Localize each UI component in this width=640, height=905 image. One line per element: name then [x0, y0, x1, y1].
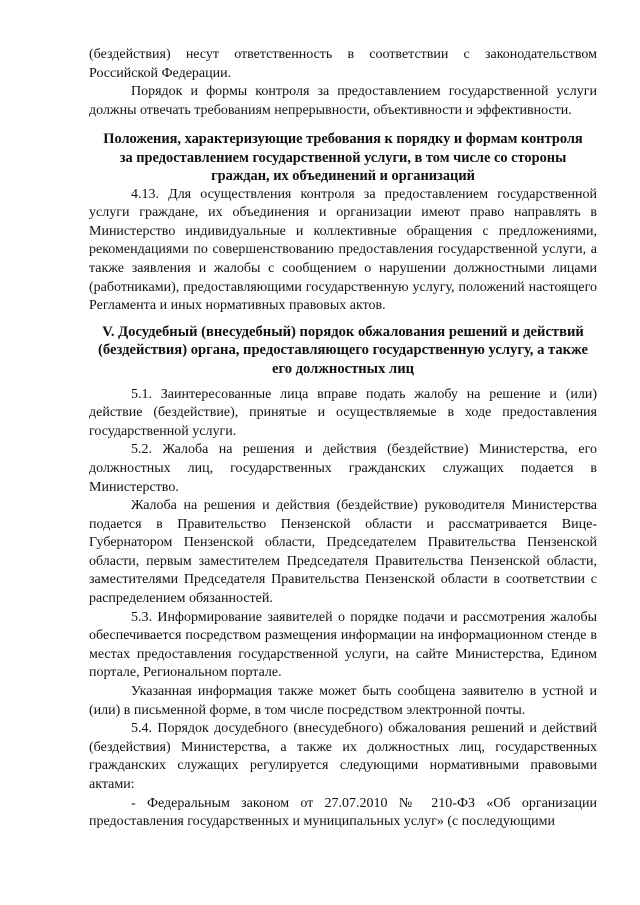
paragraph-4-13: 4.13. Для осуществления контроля за предоставлением государственной услуги граждане, их объединения и организации имеют право направлять в Министерство индивидуальные и коллективные обращения с предложениями, рекомендациями по совершенствованию предоставления государственной услуги, а также заявления и жалобы с сообщением о нарушении должностными лицами (работниками), предоставляющими государственную услугу, положений настоящего Регламента и иных нормативных правовых актов. [89, 186, 597, 314]
document-page [89, 46, 597, 832]
paragraph-continuation: (бездействия) несут ответственность в соответствии с законодательством Российской Федерации. [89, 47, 597, 81]
paragraph-5-4: 5.4. Порядок досудебного (внесудебного) обжалования решений и действий (бездействия) Министерства, а также их должностных лиц, государственных гражданских служащих регулируется следующими нормативными правовыми актами: [89, 721, 597, 792]
paragraph-complaint-head: Жалоба на решения и действия (бездействие) руководителя Министерства подается в Правительство Пензенской области и рассматривается Вице-Губернатором Пензенской области, Председателем Правительства Пензенской области, первым заместителем Председателя Правительства Пензенской области, заместителями Председателя Правительства Пензенской области в соответствии с распределением обязанностей. [89, 498, 597, 607]
paragraph-control-forms: Порядок и формы контроля за предоставлением государственной услуги должны отвечать требованиям непрерывности, объективности и эффективности. [89, 84, 597, 118]
paragraph-info-oral: Указанная информация также может быть сообщена заявителю в устной и (или) в письменной форме, в том числе посредством электронной почты. [89, 684, 597, 718]
paragraph-5-2: 5.2. Жалоба на решения и действия (бездействие) Министерства, его должностных лиц, государственных гражданских служащих подается в Министерство. [89, 442, 597, 495]
paragraph-5-3: 5.3. Информирование заявителей о порядке подачи и рассмотрения жалобы обеспечивается посредством размещения информации на информационном стенде в местах предоставления государственной услуги, на сайте Министерства, Едином портале, Региональном портале. [89, 609, 597, 681]
paragraph-federal-law: - Федеральным законом от 27.07.2010 № 210-ФЗ «Об организации предоставления государственных и муниципальных услуг» (с последующими [89, 795, 597, 830]
paragraph-5-1: 5.1. Заинтересованные лица вправе подать жалобу на решение и (или) действие (бездействие), принятые и осуществляемые в ходе предоставления государственной услуги. [89, 386, 597, 439]
section-v-heading: V. Досудебный (внесудебный) порядок обжалования решений и действий (бездействия) органа, предоставляющего государственную услугу, а также его должностных лиц [98, 323, 588, 377]
subsection-heading: Положения, характеризующие требования к порядку и формам контроля за предоставлением государственной услуги, в том числе со стороны граждан, их объединений и организаций [103, 131, 583, 185]
